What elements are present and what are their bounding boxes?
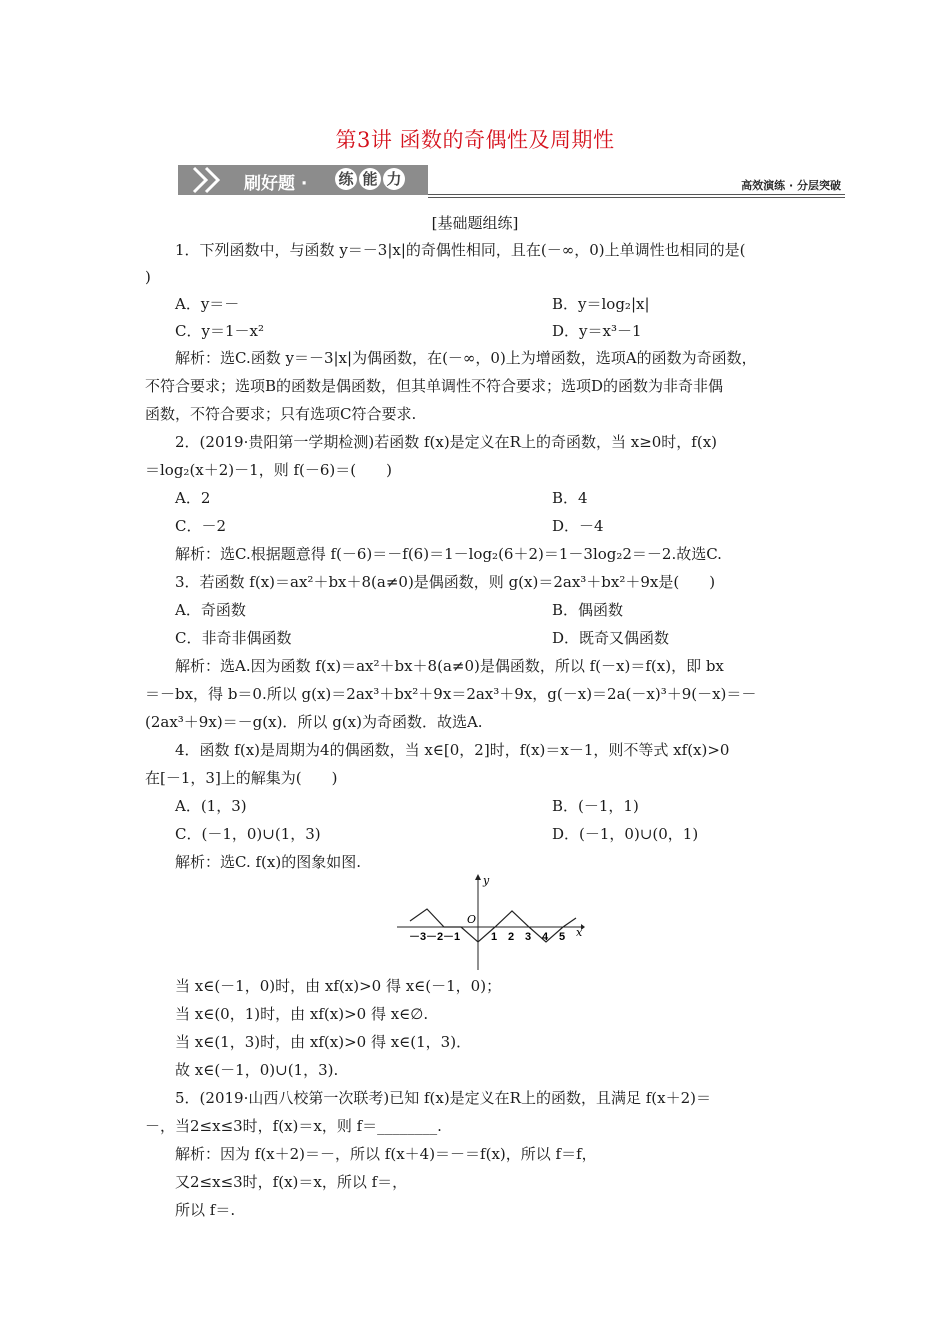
q4-line-2: 当 x∈(0，1)时，由 xf(x)>0 得 x∈∅. — [175, 1005, 429, 1023]
q2-solution-1: 解析：选C.根据题意得 f(－6)＝－f(6)＝1－log₂(6＋2)＝1－3log₂2＝－2.故选C. — [175, 545, 722, 563]
q1-option-d: D．y＝x³－1 — [552, 322, 642, 340]
q3-option-c: C．非奇非偶函数 — [175, 629, 292, 647]
q4-option-b: B．(－1，1) — [552, 797, 639, 815]
banner-circle-2: 能 — [359, 168, 381, 190]
banner-rule — [428, 194, 845, 195]
section-banner — [178, 165, 845, 198]
tick-label: 1 — [491, 931, 498, 943]
q1-option-a: A．y＝－ — [175, 295, 240, 313]
y-label: y — [483, 874, 490, 887]
q2-option-c: C．－2 — [175, 517, 227, 535]
q1-solution-3: 函数，不符合要求；只有选项C符合要求. — [145, 405, 417, 423]
q1-stem-2: ) — [145, 268, 151, 286]
q5-solution-3: 所以 f＝. — [175, 1201, 236, 1219]
q4-stem-2: 在[－1，3]上的解集为( ) — [145, 769, 338, 787]
tick-label: 3 — [525, 931, 532, 943]
page-title: 第3讲 函数的奇偶性及周期性 — [335, 128, 615, 152]
q1-option-b: B．y＝log₂|x| — [552, 295, 650, 313]
section-heading: [基础题组练] — [431, 214, 519, 232]
q2-stem-2: ＝log₂(x＋2)－1，则 f(－6)＝( ) — [145, 461, 392, 479]
banner-rule-2 — [428, 197, 845, 198]
q5-solution-1: 解析：因为 f(x＋2)＝－，所以 f(x＋4)＝－＝f(x)，所以 f＝f， — [175, 1145, 597, 1163]
q5-solution-2: 又2≤x≤3时，f(x)＝x，所以 f＝， — [175, 1173, 408, 1191]
q1-solution-2: 不符合要求；选项B的函数是偶函数，但其单调性不符合要求；选项D的函数为非奇非偶 — [145, 377, 724, 395]
q1-option-c: C．y＝1－x² — [175, 322, 264, 340]
banner-circle-3: 力 — [383, 168, 405, 190]
q2-option-b: B．4 — [552, 489, 588, 507]
q4-line-4: 故 x∈(－1，0)∪(1，3). — [175, 1061, 339, 1079]
tick-label: 2 — [508, 931, 515, 943]
q2-option-a: A．2 — [175, 489, 211, 507]
x-label: x — [576, 926, 583, 939]
y-axis-arrow-icon — [475, 874, 481, 880]
banner-label: 刷好题 · — [244, 174, 308, 194]
q2-stem-1: 2．(2019·贵阳第一学期检测)若函数 f(x)是定义在R上的奇函数，当 x≥0时，f(x) — [175, 433, 718, 451]
q3-solution-1: 解析：选A.因为函数 f(x)＝ax²＋bx＋8(a≠0)是偶函数，所以 f(－x)＝f(x)，即 bx — [175, 657, 724, 675]
tick-label: －1 — [443, 931, 461, 943]
q4-line-1: 当 x∈(－1，0)时，由 xf(x)>0 得 x∈(－1，0)； — [175, 977, 502, 995]
q4-line-3: 当 x∈(1，3)时，由 xf(x)>0 得 x∈(1，3)． — [175, 1033, 472, 1051]
q4-stem-1: 4．函数 f(x)是周期为4的偶函数，当 x∈[0，2]时，f(x)＝x－1，则不等式 xf(x)>0 — [175, 741, 730, 759]
q3-stem-1: 3．若函数 f(x)＝ax²＋bx＋8(a≠0)是偶函数，则 g(x)＝2ax³＋bx²＋9x是( ) — [175, 573, 716, 591]
q4-solution-1: 解析：选C. f(x)的图象如图. — [175, 853, 361, 871]
q4-option-a: A．(1，3) — [175, 797, 247, 815]
origin-label: O — [467, 913, 477, 926]
banner-bar — [178, 165, 428, 195]
q3-option-d: D．既奇又偶函数 — [552, 629, 670, 647]
q5-stem-1: 5．(2019·山西八校第一次联考)已知 f(x)是定义在R上的函数，且满足 f(x＋2)＝ — [175, 1089, 711, 1107]
q3-option-b: B．偶函数 — [552, 601, 624, 619]
banner-tagline: 高效演练 · 分层突破 — [741, 179, 841, 192]
q4-option-d: D．(－1，0)∪(0，1) — [552, 825, 699, 843]
q1-solution-1: 解析：选C.函数 y＝－3|x|为偶函数，在(－∞，0)上为增函数，选项A的函数为奇函数， — [175, 349, 757, 367]
q1-stem-1: 1．下列函数中，与函数 y＝－3|x|的奇偶性相同，且在(－∞，0)上单调性也相同的是( — [175, 241, 746, 259]
q5-stem-2: －，当2≤x≤3时，f(x)＝x，则 f＝________. — [145, 1117, 442, 1135]
q4-option-c: C．(－1，0)∪(1，3) — [175, 825, 321, 843]
tick-label: －2 — [426, 931, 444, 943]
chevron-icon — [188, 165, 238, 195]
banner-circle-1: 练 — [335, 168, 357, 190]
tick-label: 4 — [542, 931, 549, 943]
q2-option-d: D．－4 — [552, 517, 604, 535]
tick-label: 5 — [559, 931, 566, 943]
q3-solution-2: ＝－bx，得 b＝0.所以 g(x)＝2ax³＋bx²＋9x＝2ax³＋9x，g(－x)＝2a(－x)³＋9(－x)＝－ — [145, 685, 757, 703]
q3-option-a: A．奇函数 — [175, 601, 246, 619]
function-graph — [395, 872, 585, 972]
tick-label: －3 — [409, 931, 427, 943]
q3-solution-3: (2ax³＋9x)＝－g(x)．所以 g(x)为奇函数．故选A. — [145, 713, 483, 731]
